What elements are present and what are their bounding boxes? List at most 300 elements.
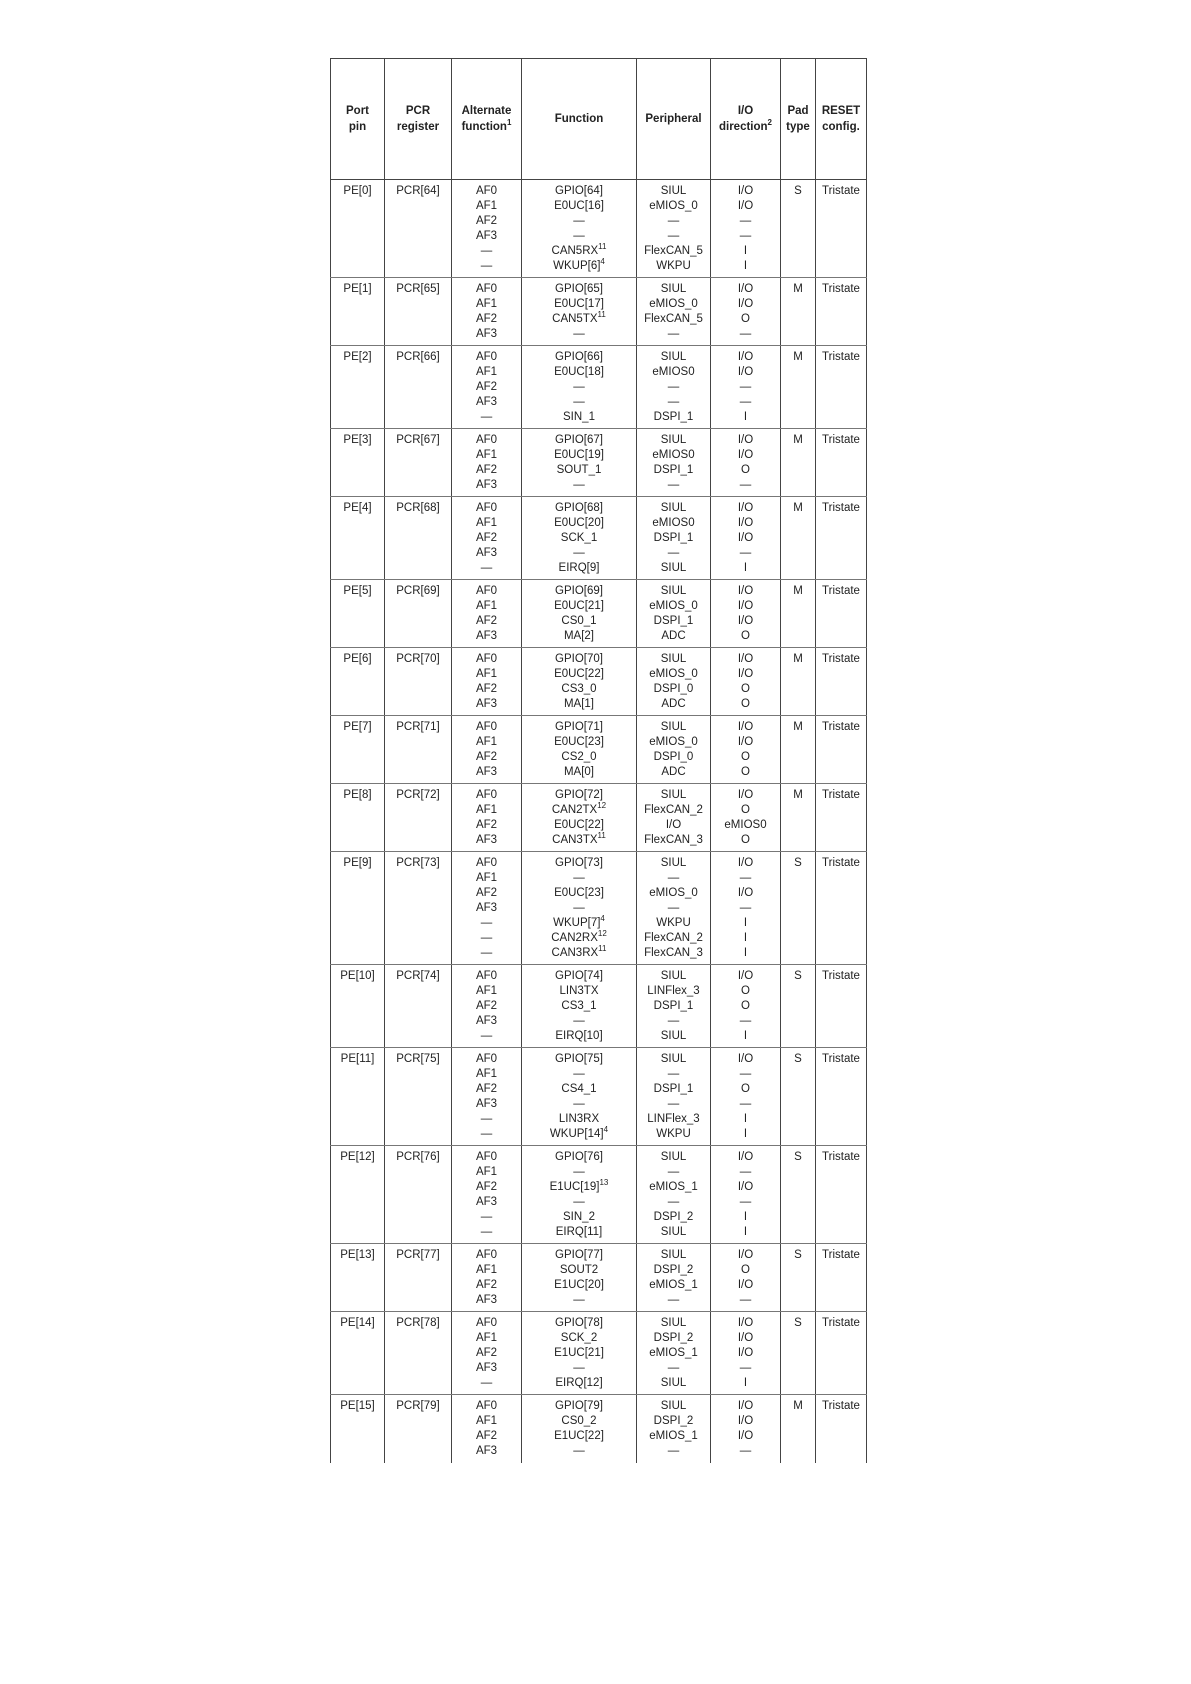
table-row bbox=[331, 1312, 867, 1395]
reset-config-cell: Tristate bbox=[816, 1312, 867, 1395]
io-direction-cell-line: I/O bbox=[737, 449, 754, 461]
port-pin-cell: PE[12] bbox=[331, 1146, 385, 1244]
alternate-function-cell-line: — bbox=[480, 1030, 493, 1042]
pcr-register-cell: PCR[72] bbox=[385, 784, 452, 852]
function-cell-line: LIN3RX bbox=[558, 1113, 600, 1125]
function-cell bbox=[522, 1244, 637, 1312]
header-port-pin: Port pin bbox=[331, 59, 385, 180]
table-row bbox=[331, 1244, 867, 1312]
table-row bbox=[331, 278, 867, 346]
peripheral-cell-line: DSPI_0 bbox=[653, 751, 694, 763]
table-row bbox=[331, 497, 867, 580]
io-direction-cell-line: I/O bbox=[737, 351, 754, 363]
peripheral-cell bbox=[637, 180, 711, 278]
pin-function-table bbox=[330, 58, 867, 1463]
io-direction-cell-line: I/O bbox=[737, 1347, 754, 1359]
alternate-function-cell-line: AF1 bbox=[475, 1415, 498, 1427]
io-direction-cell-line: O bbox=[741, 1264, 750, 1276]
alternate-function-cell-line: AF1 bbox=[475, 517, 498, 529]
alternate-function-cell-line: AF1 bbox=[475, 200, 498, 212]
alternate-function-cell-line: AF0 bbox=[475, 970, 498, 982]
alternate-function-cell bbox=[452, 346, 522, 429]
function-cell-line: GPIO[73] bbox=[555, 857, 603, 869]
reset-config-cell: Tristate bbox=[816, 716, 867, 784]
function-cell-line: E1UC[22] bbox=[554, 1430, 604, 1442]
peripheral-cell-line: eMIOS_0 bbox=[649, 736, 698, 748]
header-pad-type: Pad type bbox=[781, 59, 816, 180]
peripheral-cell-line: DSPI_2 bbox=[653, 1264, 694, 1276]
function-cell-line: E0UC[20] bbox=[554, 517, 604, 529]
io-direction-cell-line: I bbox=[743, 917, 748, 929]
peripheral-cell-line: eMIOS_0 bbox=[649, 668, 698, 680]
alternate-function-cell bbox=[452, 1146, 522, 1244]
alternate-function-cell bbox=[452, 580, 522, 648]
io-direction-cell-line: I/O bbox=[737, 1400, 754, 1412]
reset-config-cell: Tristate bbox=[816, 180, 867, 278]
pad-type-cell: M bbox=[781, 278, 816, 346]
pcr-register-cell: PCR[73] bbox=[385, 852, 452, 965]
function-cell-line: GPIO[71] bbox=[555, 721, 603, 733]
io-direction-cell-line: I/O bbox=[737, 283, 754, 295]
io-direction-cell-line: — bbox=[739, 396, 752, 408]
header-function: Function bbox=[522, 59, 637, 180]
peripheral-cell bbox=[637, 1395, 711, 1463]
alternate-function-cell bbox=[452, 852, 522, 965]
pad-type-cell: M bbox=[781, 1395, 816, 1463]
footnote-ref: 12 bbox=[597, 801, 607, 810]
port-pin-cell: PE[10] bbox=[331, 965, 385, 1048]
table-row bbox=[331, 580, 867, 648]
peripheral-cell bbox=[637, 965, 711, 1048]
function-cell bbox=[522, 648, 637, 716]
io-direction-cell-line: O bbox=[741, 683, 750, 695]
io-direction-cell-line: I/O bbox=[737, 1415, 754, 1427]
port-pin-cell: PE[14] bbox=[331, 1312, 385, 1395]
io-direction-cell bbox=[711, 580, 781, 648]
function-cell-line: — bbox=[573, 230, 585, 242]
peripheral-cell-line: eMIOS_1 bbox=[649, 1347, 698, 1359]
peripheral-cell-line: — bbox=[667, 215, 680, 227]
pad-type-cell: M bbox=[781, 648, 816, 716]
port-pin-cell: PE[2] bbox=[331, 346, 385, 429]
io-direction-cell-line: I bbox=[743, 411, 748, 423]
peripheral-cell-line: FlexCAN_5 bbox=[644, 245, 703, 257]
port-pin-cell: PE[8] bbox=[331, 784, 385, 852]
alternate-function-cell-line: AF0 bbox=[475, 1151, 498, 1163]
peripheral-cell-line: SIUL bbox=[660, 562, 687, 574]
alternate-function-cell-line: AF0 bbox=[475, 351, 498, 363]
alternate-function-cell-line: AF3 bbox=[475, 230, 498, 242]
io-direction-cell-line: I bbox=[743, 947, 748, 959]
io-direction-cell-line: O bbox=[741, 985, 750, 997]
table-header-row bbox=[331, 59, 867, 180]
footnote-ref: 4 bbox=[603, 1125, 609, 1134]
alternate-function-cell-line: AF2 bbox=[475, 313, 498, 325]
io-direction-cell-line: I/O bbox=[737, 1181, 754, 1193]
peripheral-cell-line: SIUL bbox=[660, 653, 687, 665]
peripheral-cell-line: SIUL bbox=[660, 1030, 687, 1042]
peripheral-cell-line: DSPI_2 bbox=[653, 1415, 694, 1427]
peripheral-cell-line: SIUL bbox=[660, 1226, 687, 1238]
alternate-function-cell-line: AF2 bbox=[475, 381, 498, 393]
peripheral-cell bbox=[637, 716, 711, 784]
pad-type-cell: M bbox=[781, 429, 816, 497]
alternate-function-cell-line: AF1 bbox=[475, 668, 498, 680]
function-cell-line: — bbox=[573, 872, 585, 884]
alternate-function-cell-line: — bbox=[480, 947, 493, 959]
alternate-function-cell-line: AF0 bbox=[475, 857, 498, 869]
io-direction-cell-line: I bbox=[743, 1226, 748, 1238]
alternate-function-cell-line: AF1 bbox=[475, 298, 498, 310]
alternate-function-cell-line: AF0 bbox=[475, 185, 498, 197]
io-direction-cell bbox=[711, 1395, 781, 1463]
alternate-function-cell bbox=[452, 965, 522, 1048]
io-direction-cell-line: I/O bbox=[737, 517, 754, 529]
peripheral-cell bbox=[637, 1048, 711, 1146]
function-cell bbox=[522, 965, 637, 1048]
io-direction-cell-line: O bbox=[741, 698, 750, 710]
footnote-ref: 11 bbox=[598, 944, 607, 953]
alternate-function-cell-line: AF3 bbox=[475, 1445, 498, 1457]
peripheral-cell-line: DSPI_2 bbox=[653, 1332, 694, 1344]
pcr-register-cell: PCR[75] bbox=[385, 1048, 452, 1146]
io-direction-cell-line: O bbox=[741, 313, 750, 325]
peripheral-cell-line: eMIOS_0 bbox=[649, 298, 698, 310]
peripheral-cell-line: ADC bbox=[661, 698, 686, 710]
alternate-function-cell-line: AF0 bbox=[475, 1249, 498, 1261]
function-cell-line: — bbox=[573, 1362, 585, 1374]
io-direction-cell-line: I bbox=[743, 932, 748, 944]
io-direction-cell-line: I/O bbox=[737, 1332, 754, 1344]
peripheral-cell-line: — bbox=[667, 547, 680, 559]
peripheral-cell-line: SIUL bbox=[660, 1249, 687, 1261]
alternate-function-cell-line: AF2 bbox=[475, 464, 498, 476]
io-direction-cell-line: O bbox=[741, 804, 750, 816]
pcr-register-cell: PCR[74] bbox=[385, 965, 452, 1048]
table-body bbox=[331, 180, 867, 1463]
function-cell-line: — bbox=[573, 1068, 585, 1080]
peripheral-cell bbox=[637, 580, 711, 648]
alternate-function-cell-line: AF3 bbox=[475, 1015, 498, 1027]
alternate-function-cell-line: AF3 bbox=[475, 902, 498, 914]
table-row bbox=[331, 1048, 867, 1146]
peripheral-cell-line: eMIOS_1 bbox=[649, 1181, 698, 1193]
io-direction-cell bbox=[711, 1048, 781, 1146]
pad-type-cell: M bbox=[781, 716, 816, 784]
reset-config-cell: Tristate bbox=[816, 965, 867, 1048]
reset-config-cell: Tristate bbox=[816, 580, 867, 648]
alternate-function-cell-line: AF3 bbox=[475, 1362, 498, 1374]
function-cell-line: GPIO[76] bbox=[555, 1151, 603, 1163]
alternate-function-cell-line: AF1 bbox=[475, 872, 498, 884]
alternate-function-cell-line: AF3 bbox=[475, 630, 498, 642]
pcr-register-cell: PCR[70] bbox=[385, 648, 452, 716]
header-alternate-function: Alternate function$^1$ bbox=[452, 59, 522, 180]
alternate-function-cell-line: — bbox=[480, 411, 493, 423]
alternate-function-cell bbox=[452, 180, 522, 278]
function-cell bbox=[522, 180, 637, 278]
peripheral-cell-line: — bbox=[667, 396, 680, 408]
alternate-function-cell-line: — bbox=[480, 1226, 493, 1238]
function-cell-line: GPIO[72] bbox=[555, 789, 603, 801]
io-direction-cell-line: O bbox=[741, 1083, 750, 1095]
io-direction-cell-line: I/O bbox=[737, 502, 754, 514]
peripheral-cell-line: eMIOS0 bbox=[652, 366, 695, 378]
table-row bbox=[331, 716, 867, 784]
function-cell-line: MA[0] bbox=[563, 766, 595, 778]
io-direction-cell-line: — bbox=[739, 1068, 752, 1080]
alternate-function-cell-line: AF0 bbox=[475, 283, 498, 295]
alternate-function-cell-line: AF1 bbox=[475, 736, 498, 748]
peripheral-cell-line: FlexCAN_3 bbox=[644, 834, 703, 846]
function-cell-line: GPIO[78] bbox=[555, 1317, 603, 1329]
peripheral-cell-line: LINFlex_3 bbox=[647, 1113, 700, 1125]
port-pin-cell: PE[4] bbox=[331, 497, 385, 580]
pad-type-cell: M bbox=[781, 497, 816, 580]
header-pcr-register: PCR register bbox=[385, 59, 452, 180]
port-pin-cell: PE[9] bbox=[331, 852, 385, 965]
peripheral-cell-line: WKPU bbox=[656, 1128, 691, 1140]
alternate-function-cell-line: AF2 bbox=[475, 819, 498, 831]
peripheral-cell-line: WKPU bbox=[656, 917, 691, 929]
reset-config-cell: Tristate bbox=[816, 784, 867, 852]
function-cell-line: GPIO[66] bbox=[555, 351, 603, 363]
peripheral-cell-line: — bbox=[667, 1098, 680, 1110]
function-cell-line: CS0_2 bbox=[561, 1415, 597, 1427]
io-direction-cell bbox=[711, 429, 781, 497]
io-direction-cell-line: I/O bbox=[737, 298, 754, 310]
peripheral-cell-line: SIUL bbox=[660, 351, 687, 363]
pad-type-cell: S bbox=[781, 852, 816, 965]
alternate-function-cell-line: AF3 bbox=[475, 1294, 498, 1306]
table-row bbox=[331, 1395, 867, 1463]
function-cell-line: GPIO[77] bbox=[555, 1249, 603, 1261]
io-direction-cell-line: I/O bbox=[737, 185, 754, 197]
alternate-function-cell-line: — bbox=[480, 562, 493, 574]
peripheral-cell-line: DSPI_1 bbox=[653, 1083, 694, 1095]
pad-type-cell: M bbox=[781, 580, 816, 648]
pcr-register-cell: PCR[69] bbox=[385, 580, 452, 648]
alternate-function-cell bbox=[452, 1395, 522, 1463]
pcr-register-cell: PCR[68] bbox=[385, 497, 452, 580]
io-direction-cell bbox=[711, 278, 781, 346]
peripheral-cell-line: — bbox=[667, 1166, 680, 1178]
function-cell-line: $WKUP[14]^4$ bbox=[549, 1125, 609, 1140]
peripheral-cell-line: — bbox=[667, 1068, 680, 1080]
io-direction-cell-line: O bbox=[741, 464, 750, 476]
alternate-function-cell-line: AF1 bbox=[475, 1166, 498, 1178]
peripheral-cell-line: eMIOS0 bbox=[652, 449, 695, 461]
peripheral-cell-line: SIUL bbox=[660, 1400, 687, 1412]
function-cell-line: SCK_2 bbox=[560, 1332, 598, 1344]
peripheral-cell-line: SIUL bbox=[660, 857, 687, 869]
function-cell-line: — bbox=[573, 1196, 585, 1208]
alternate-function-cell-line: — bbox=[480, 917, 493, 929]
alternate-function-cell bbox=[452, 1244, 522, 1312]
alternate-function-cell-line: AF0 bbox=[475, 585, 498, 597]
peripheral-cell-line: FlexCAN_5 bbox=[644, 313, 703, 325]
peripheral-cell-line: FlexCAN_2 bbox=[644, 932, 703, 944]
function-cell-line: — bbox=[573, 381, 585, 393]
pcr-register-cell: PCR[77] bbox=[385, 1244, 452, 1312]
function-cell-line: CS2_0 bbox=[561, 751, 597, 763]
io-direction-cell-line: I/O bbox=[737, 1151, 754, 1163]
peripheral-cell-line: DSPI_1 bbox=[653, 615, 694, 627]
io-direction-cell-line: I/O bbox=[737, 857, 754, 869]
function-cell-line: E1UC[21] bbox=[554, 1347, 604, 1359]
table-row bbox=[331, 852, 867, 965]
function-cell-line: — bbox=[573, 1445, 585, 1457]
io-direction-cell-line: I/O bbox=[737, 200, 754, 212]
peripheral-cell-line: SIUL bbox=[660, 789, 687, 801]
function-cell bbox=[522, 346, 637, 429]
io-direction-cell bbox=[711, 1312, 781, 1395]
pcr-register-cell: PCR[76] bbox=[385, 1146, 452, 1244]
io-direction-cell bbox=[711, 346, 781, 429]
io-direction-cell-line: I/O bbox=[737, 970, 754, 982]
function-cell bbox=[522, 784, 637, 852]
io-direction-cell-line: I/O bbox=[737, 434, 754, 446]
peripheral-cell-line: SIUL bbox=[660, 1317, 687, 1329]
pad-type-cell: M bbox=[781, 784, 816, 852]
function-cell bbox=[522, 716, 637, 784]
peripheral-cell-line: eMIOS_1 bbox=[649, 1430, 698, 1442]
io-direction-cell-line: — bbox=[739, 1362, 752, 1374]
alternate-function-cell-line: AF3 bbox=[475, 834, 498, 846]
io-direction-cell-line: I bbox=[743, 1128, 748, 1140]
function-cell-line: $E1UC[19]^{13}$ bbox=[549, 1178, 609, 1193]
alternate-function-cell-line: AF3 bbox=[475, 479, 498, 491]
io-direction-cell-line: I bbox=[743, 1377, 748, 1389]
function-cell-line: $WKUP[6]^4$ bbox=[553, 257, 605, 272]
peripheral-cell-line: DSPI_0 bbox=[653, 683, 694, 695]
peripheral-cell bbox=[637, 497, 711, 580]
peripheral-cell-line: DSPI_1 bbox=[653, 1000, 694, 1012]
alternate-function-cell-line: AF0 bbox=[475, 1400, 498, 1412]
alternate-function-cell-line: AF2 bbox=[475, 1430, 498, 1442]
io-direction-cell-line: — bbox=[739, 1166, 752, 1178]
footnote-ref: 11 bbox=[597, 310, 606, 319]
alternate-function-cell-line: AF0 bbox=[475, 789, 498, 801]
function-cell-line: CAN3TX$^{11}$ bbox=[552, 831, 606, 846]
alternate-function-cell-line: AF3 bbox=[475, 328, 498, 340]
peripheral-cell-line: FlexCAN_3 bbox=[644, 947, 703, 959]
pad-type-cell: S bbox=[781, 1244, 816, 1312]
alternate-function-cell-line: AF3 bbox=[475, 547, 498, 559]
function-cell-line: EIRQ[9] bbox=[558, 562, 600, 574]
pcr-register-cell: PCR[66] bbox=[385, 346, 452, 429]
alternate-function-cell-line: — bbox=[480, 245, 493, 257]
port-pin-cell: PE[7] bbox=[331, 716, 385, 784]
alternate-function-cell bbox=[452, 784, 522, 852]
function-cell-line: E0UC[22] bbox=[554, 668, 604, 680]
function-cell-line: E0UC[22] bbox=[554, 819, 604, 831]
function-cell-line: E0UC[21] bbox=[554, 600, 604, 612]
function-cell bbox=[522, 580, 637, 648]
alternate-function-cell-line: — bbox=[480, 260, 493, 272]
reset-config-cell: Tristate bbox=[816, 1244, 867, 1312]
io-direction-cell-line: I/O bbox=[737, 600, 754, 612]
alternate-function-cell bbox=[452, 278, 522, 346]
peripheral-cell-line: LINFlex_3 bbox=[647, 985, 700, 997]
alternate-function-cell-line: AF2 bbox=[475, 215, 498, 227]
function-cell-line: E0UC[16] bbox=[554, 200, 604, 212]
io-direction-cell-line: O bbox=[741, 766, 750, 778]
function-cell-line: — bbox=[573, 902, 585, 914]
footnote-ref: 12 bbox=[597, 929, 607, 938]
function-cell-line: GPIO[68] bbox=[555, 502, 603, 514]
function-cell-line: — bbox=[573, 1166, 585, 1178]
alternate-function-cell-line: AF2 bbox=[475, 615, 498, 627]
peripheral-cell-line: — bbox=[667, 381, 680, 393]
pcr-register-cell: PCR[64] bbox=[385, 180, 452, 278]
io-direction-cell bbox=[711, 965, 781, 1048]
alternate-function-cell-line: AF2 bbox=[475, 1083, 498, 1095]
function-cell-line: — bbox=[573, 396, 585, 408]
reset-config-cell: Tristate bbox=[816, 1146, 867, 1244]
io-direction-cell-line: I bbox=[743, 260, 748, 272]
function-cell-line: SCK_1 bbox=[560, 532, 598, 544]
alternate-function-cell-line: AF3 bbox=[475, 1196, 498, 1208]
alternate-function-cell-line: — bbox=[480, 1128, 493, 1140]
function-cell-line: SOUT2 bbox=[559, 1264, 599, 1276]
port-pin-cell: PE[11] bbox=[331, 1048, 385, 1146]
alternate-function-cell-line: AF3 bbox=[475, 1098, 498, 1110]
alternate-function-cell-line: AF1 bbox=[475, 1264, 498, 1276]
pad-type-cell: S bbox=[781, 1312, 816, 1395]
pad-type-cell: S bbox=[781, 1146, 816, 1244]
function-cell-line: E0UC[23] bbox=[554, 887, 604, 899]
io-direction-cell-line: I/O bbox=[737, 1317, 754, 1329]
function-cell-line: CS3_1 bbox=[561, 1000, 597, 1012]
reset-config-cell: Tristate bbox=[816, 648, 867, 716]
table-row bbox=[331, 346, 867, 429]
function-cell-line: — bbox=[573, 1294, 585, 1306]
peripheral-cell-line: — bbox=[667, 902, 680, 914]
io-direction-cell-line: I bbox=[743, 562, 748, 574]
pcr-register-cell: PCR[65] bbox=[385, 278, 452, 346]
peripheral-cell-line: SIUL bbox=[660, 1053, 687, 1065]
function-cell-line: GPIO[67] bbox=[555, 434, 603, 446]
io-direction-cell-line: — bbox=[739, 328, 752, 340]
io-direction-cell bbox=[711, 784, 781, 852]
peripheral-cell-line: — bbox=[667, 1294, 680, 1306]
function-cell bbox=[522, 1048, 637, 1146]
io-direction-cell bbox=[711, 180, 781, 278]
function-cell-line: $WKUP[7]^4$ bbox=[553, 914, 605, 929]
table-row bbox=[331, 1146, 867, 1244]
io-direction-cell-line: I bbox=[743, 245, 748, 257]
io-direction-cell bbox=[711, 497, 781, 580]
alternate-function-cell-line: AF2 bbox=[475, 1279, 498, 1291]
alternate-function-cell bbox=[452, 429, 522, 497]
table-row bbox=[331, 784, 867, 852]
port-pin-cell: PE[6] bbox=[331, 648, 385, 716]
io-direction-cell bbox=[711, 1146, 781, 1244]
reset-config-cell: Tristate bbox=[816, 429, 867, 497]
header-peripheral: Peripheral bbox=[637, 59, 711, 180]
footnote-ref: 4 bbox=[600, 257, 605, 266]
port-pin-cell: PE[3] bbox=[331, 429, 385, 497]
alternate-function-cell bbox=[452, 716, 522, 784]
reset-config-cell: Tristate bbox=[816, 278, 867, 346]
function-cell-line: CS0_1 bbox=[561, 615, 597, 627]
function-cell-line: EIRQ[11] bbox=[555, 1226, 603, 1238]
function-cell-line: GPIO[64] bbox=[555, 185, 603, 197]
function-cell bbox=[522, 497, 637, 580]
io-direction-cell-line: — bbox=[739, 215, 752, 227]
peripheral-cell-line: SIUL bbox=[660, 502, 687, 514]
